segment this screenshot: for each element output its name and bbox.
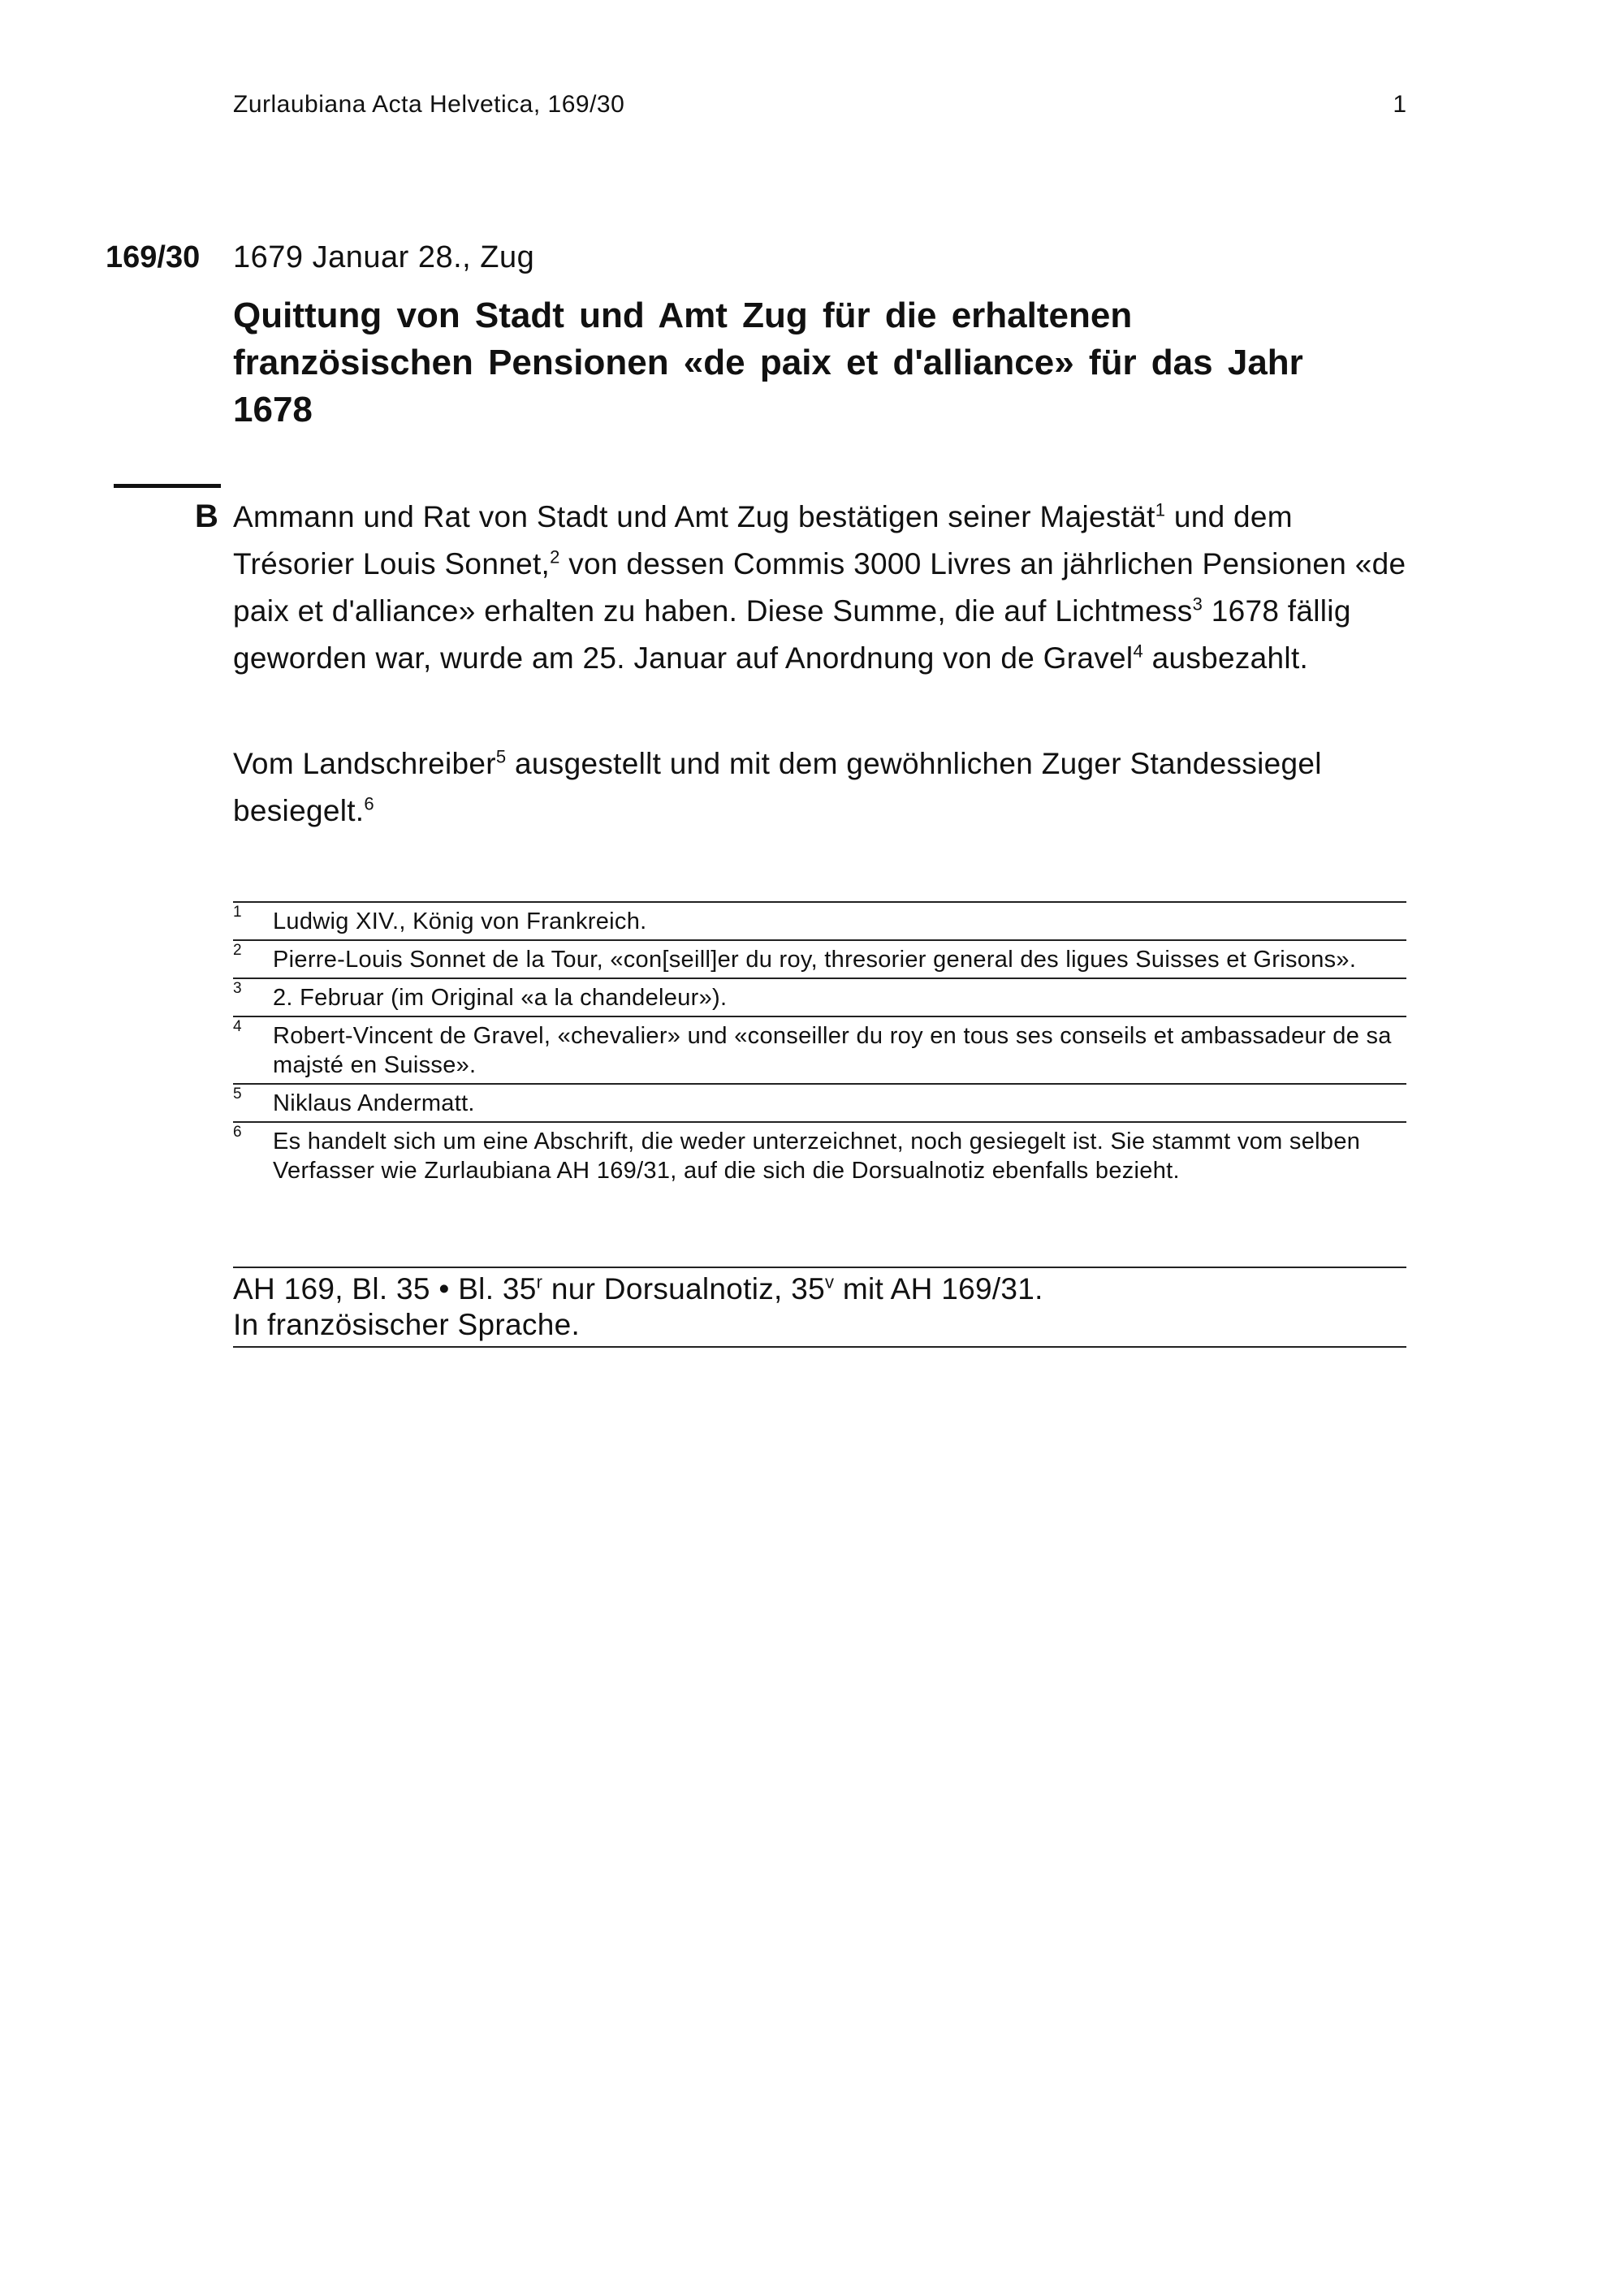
- footnote: [233, 1083, 1406, 1121]
- footnote-number: 1: [233, 904, 242, 921]
- regest-paragraph: [233, 494, 1406, 682]
- verso-marker: v: [824, 1271, 835, 1293]
- document-number: 169/30: [106, 240, 201, 274]
- footnote-ref[interactable]: 3: [1192, 593, 1203, 615]
- document-title: Quittung von Stadt und Amt Zug für die erhaltenen französischen Pensionen «de paix et d'alliance» für das Jahr 1678: [233, 296, 1303, 429]
- issuance-text: ausgestellt und mit dem gewöhnlichen Zuger Standessiegel besiegelt.: [233, 747, 1322, 827]
- issuance-paragraph: [233, 740, 1406, 835]
- footnote-ref[interactable]: 1: [1155, 499, 1166, 520]
- regest-text: ausbezahlt.: [1142, 641, 1309, 675]
- source-line-2: In französischer Sprache.: [233, 1308, 581, 1341]
- footnote: [233, 978, 1406, 1016]
- footnote-ref[interactable]: 2: [550, 546, 560, 568]
- regest-text: von dessen Commis 3000 Livres an jährlichen Pensionen «de paix et d'alliance» erhalten zu haben. Diese Summe, die auf Lichtmess: [233, 547, 1406, 628]
- footnote-text: Es handelt sich um eine Abschrift, die weder unterzeichnet, noch gesiegelt ist. Sie stammt vom selben Verfasser wie Zurlaubiana AH 169/31, auf die sich die Dorsualnotiz ebenfalls bezieht.: [273, 1129, 1361, 1184]
- footnote-text: 2. Februar (im Original «a la chandeleur»).: [273, 985, 728, 1011]
- recto-marker: r: [536, 1271, 543, 1293]
- footnote-text: Ludwig XIV., König von Frankreich.: [273, 908, 647, 934]
- footnote-ref[interactable]: 6: [364, 793, 374, 814]
- source-text: AH 169, Bl. 35 • Bl. 35: [233, 1272, 537, 1306]
- section-marker-label: B: [195, 498, 218, 534]
- regest-text: 1678 fällig geworden war, wurde am 25. Januar auf Anordnung von de Gravel: [233, 594, 1351, 675]
- footnote-number: 2: [233, 942, 242, 959]
- footnote-text: Pierre-Louis Sonnet de la Tour, «con[seill]er du roy, thresorier general des ligues Suisses et Grisons».: [273, 947, 1357, 973]
- section-marker-rule: [114, 484, 221, 488]
- running-title: Zurlaubiana Acta Helvetica, 169/30: [233, 91, 625, 118]
- footnote: [233, 939, 1406, 978]
- page-number: 1: [1393, 91, 1406, 118]
- source-note: [233, 1267, 1406, 1348]
- footnote-number: 3: [233, 980, 242, 997]
- footnote: [233, 901, 1406, 939]
- footnote: [233, 1121, 1406, 1189]
- footnote-text: Robert-Vincent de Gravel, «chevalier» und «conseiller du roy en tous ses conseils et ambassadeur de sa majsté en Suisse».: [273, 1023, 1392, 1078]
- source-box: [233, 1267, 1406, 1348]
- regest-text: und dem Trésorier Louis Sonnet,: [233, 500, 1293, 580]
- document-date-place: 1679 Januar 28., Zug: [233, 240, 535, 274]
- footnote-number: 4: [233, 1018, 242, 1035]
- footnote-ref[interactable]: 5: [495, 746, 507, 767]
- issuance-text: Vom Landschreiber: [233, 747, 496, 780]
- regest-text: Ammann und Rat von Stadt und Amt Zug bestätigen seiner Majestät: [233, 500, 1155, 533]
- footnote-number: 5: [233, 1085, 242, 1103]
- source-text: nur Dorsualnotiz, 35: [542, 1272, 825, 1306]
- source-line-1: [233, 1271, 1406, 1307]
- source-text: mit AH 169/31.: [834, 1272, 1043, 1306]
- footnote-text: Niklaus Andermatt.: [273, 1090, 475, 1116]
- page-header: [233, 91, 1406, 132]
- footnote-number: 6: [233, 1124, 242, 1141]
- footnotes: [233, 901, 1406, 1189]
- footnote: [233, 1016, 1406, 1083]
- footnote-ref[interactable]: 4: [1133, 641, 1143, 662]
